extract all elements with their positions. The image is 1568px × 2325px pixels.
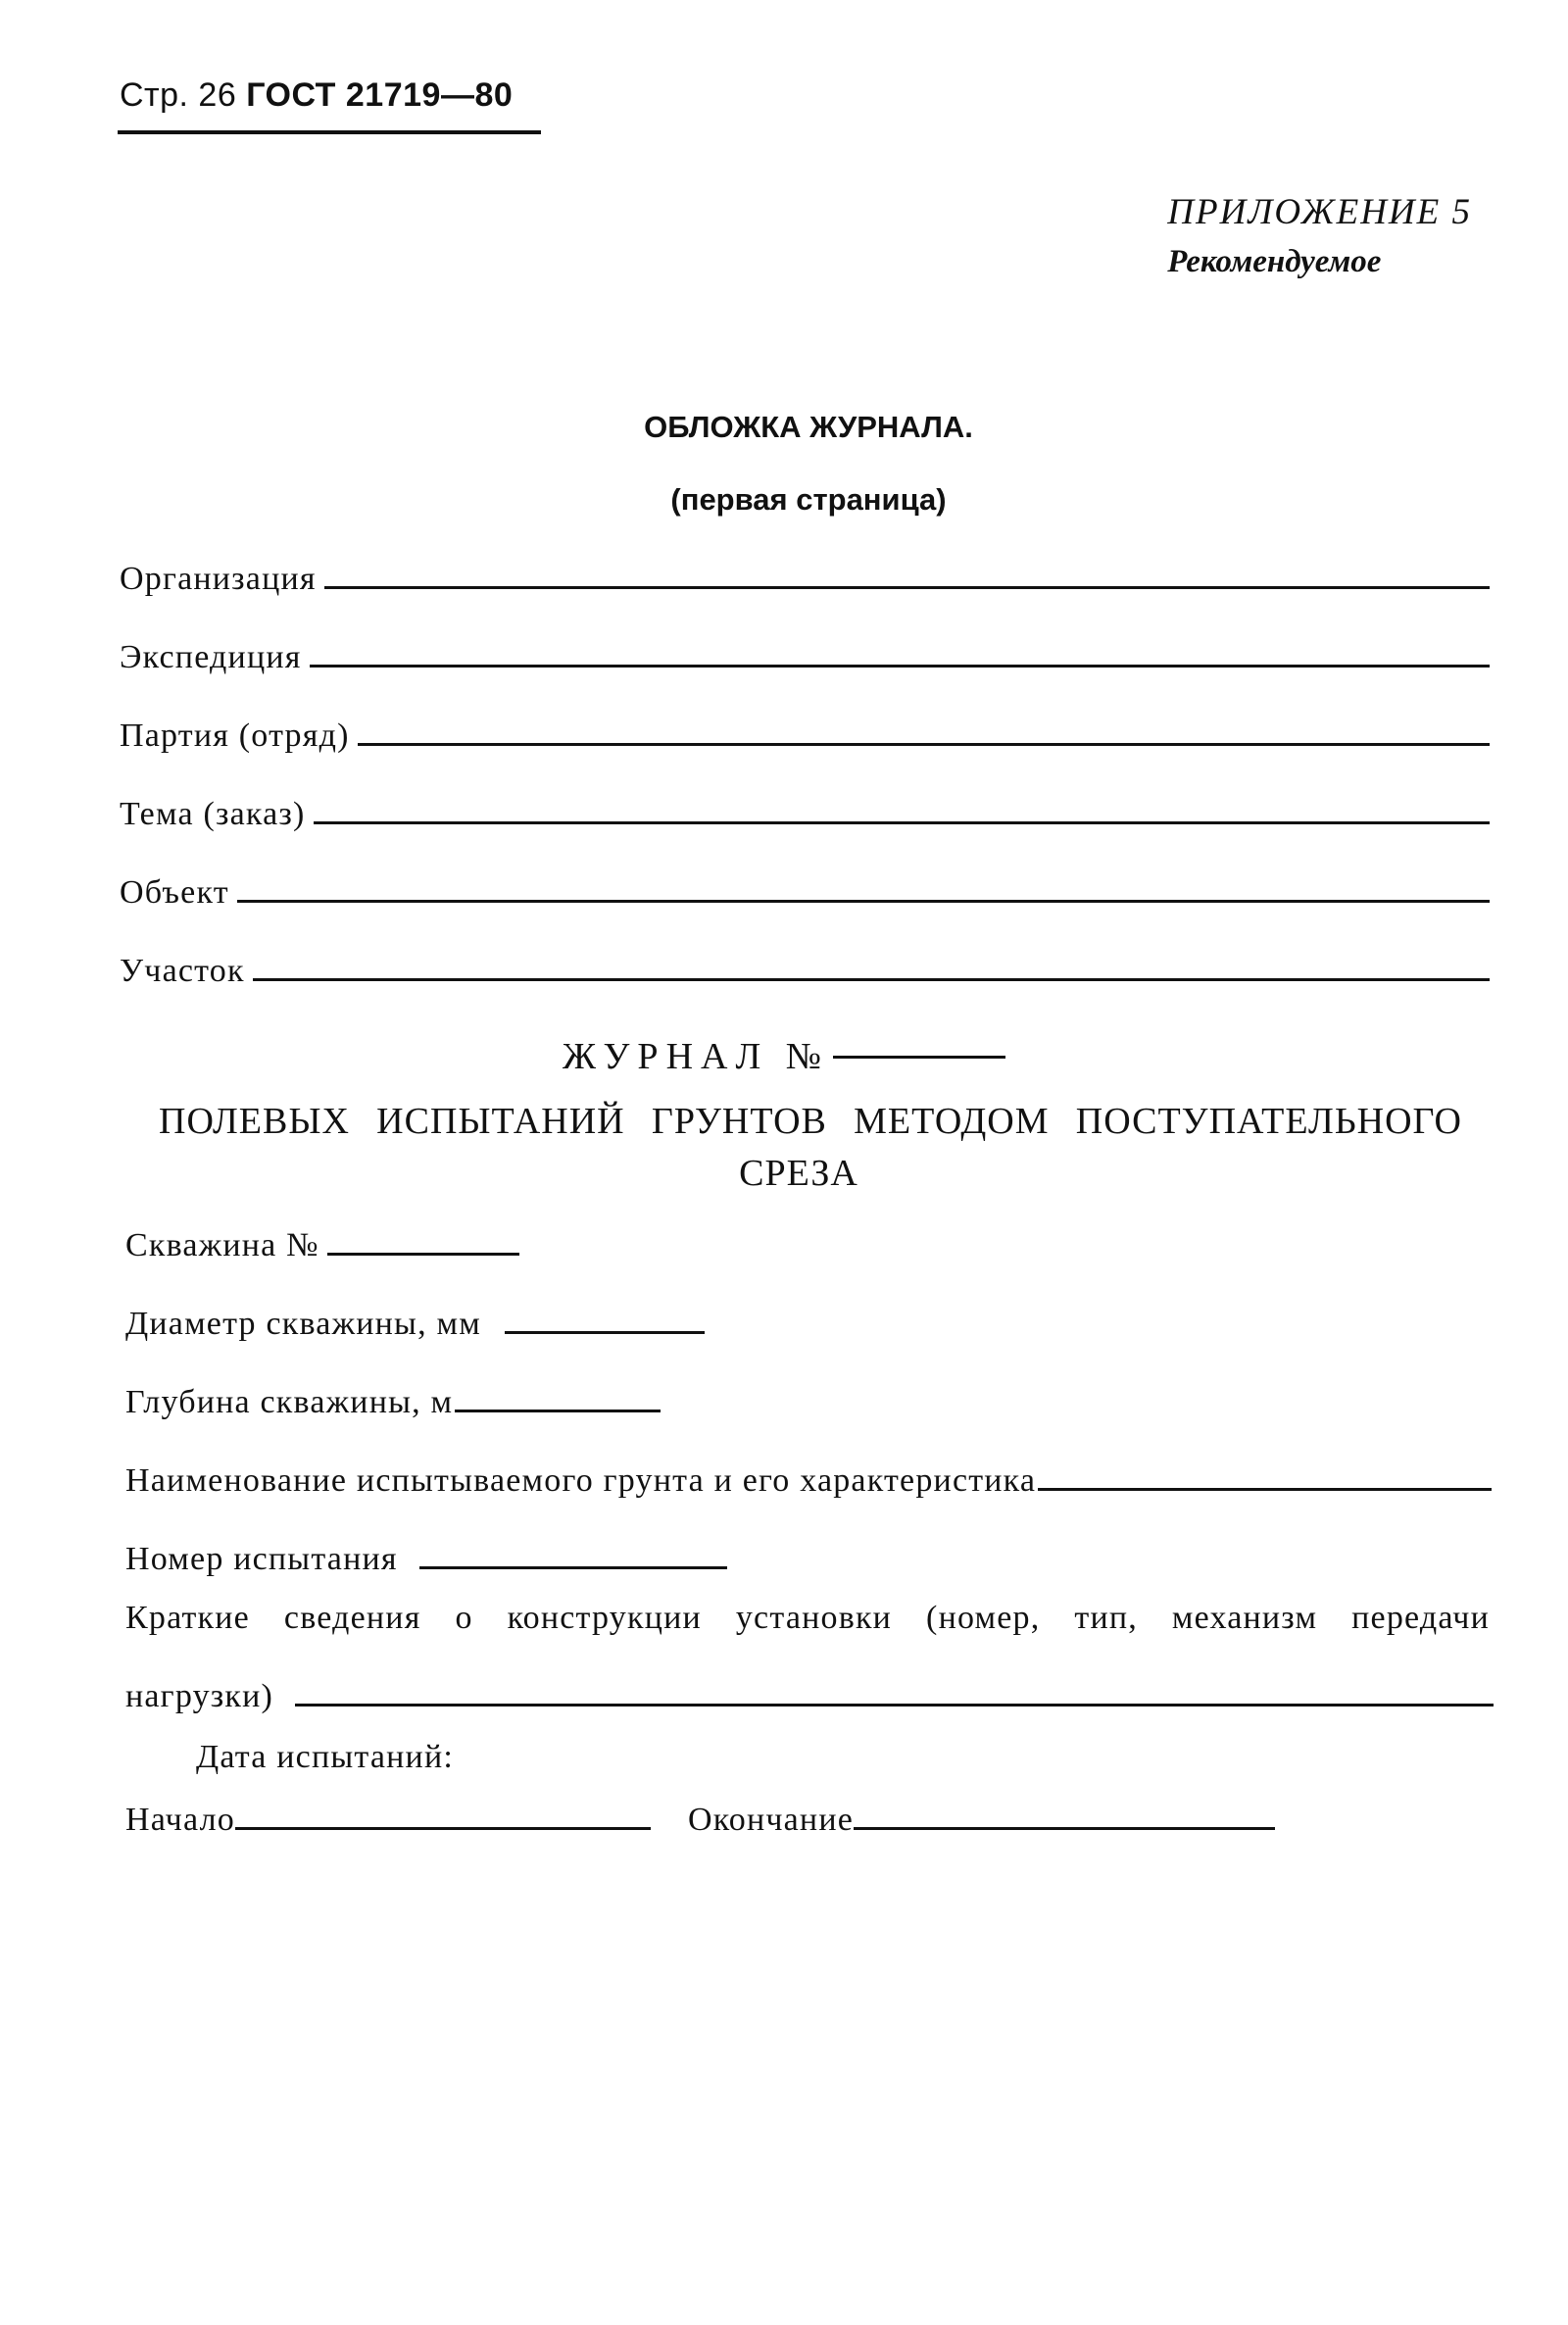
- field-section: [120, 953, 1490, 990]
- fill-line: [237, 900, 1490, 903]
- journal-number-line: [833, 1056, 1005, 1059]
- field-test-number: [125, 1541, 727, 1578]
- field-label: Экспедиция: [120, 639, 302, 675]
- cover-subtitle: (первая страница): [670, 482, 947, 517]
- field-label: Глубина скважины, м: [125, 1384, 454, 1420]
- field-object: [120, 874, 1490, 912]
- fill-line: [358, 743, 1490, 746]
- field-label: Диаметр скважины, мм: [125, 1306, 481, 1342]
- journal-subtitle-line2: СРЕЗА: [739, 1153, 858, 1194]
- field-label: Номер испытания: [125, 1541, 398, 1577]
- field-soil-name: [125, 1462, 1492, 1500]
- field-expedition: [120, 639, 1490, 676]
- field-party: [120, 717, 1490, 755]
- header-rule: [118, 130, 541, 134]
- field-label: Окончание: [688, 1802, 855, 1838]
- test-dates-heading: [196, 1739, 454, 1776]
- appendix-status: Рекомендуемое: [1167, 244, 1382, 279]
- field-label: нагрузки): [125, 1678, 274, 1714]
- field-theme: [120, 796, 1490, 833]
- field-label: Организация: [120, 561, 317, 597]
- fill-line: [505, 1331, 705, 1334]
- fill-line: [419, 1566, 727, 1569]
- field-borehole: [125, 1227, 519, 1264]
- page-number: Стр. 26: [120, 76, 237, 114]
- journal-label: ЖУРНАЛ №: [563, 1036, 829, 1077]
- standard-number: ГОСТ 21719—80: [246, 76, 514, 114]
- cover-title: ОБЛОЖКА ЖУРНАЛА.: [644, 410, 973, 444]
- fill-line: [455, 1410, 661, 1412]
- setup-description-line1: Краткие сведения о конструкции установки (номер, тип, механизм передачи: [125, 1600, 1490, 1636]
- journal-title: [0, 1035, 1568, 1078]
- field-end: [688, 1802, 1275, 1839]
- field-label: Скважина №: [125, 1227, 319, 1263]
- fill-line: [854, 1827, 1275, 1830]
- field-depth: [125, 1384, 661, 1421]
- appendix-title: ПРИЛОЖЕНИЕ 5: [1167, 192, 1472, 232]
- fill-line: [253, 978, 1490, 981]
- fill-line: [327, 1253, 519, 1256]
- field-label: Объект: [120, 874, 229, 911]
- journal-subtitle-line1: ПОЛЕВЫХ ИСПЫТАНИЙ ГРУНТОВ МЕТОДОМ ПОСТУПАТЕЛЬНОГО: [159, 1101, 1462, 1142]
- fill-line: [235, 1827, 651, 1830]
- fill-line: [1038, 1488, 1492, 1491]
- fill-line: [324, 586, 1490, 589]
- field-label: Наименование испытываемого грунта и его характеристика: [125, 1462, 1037, 1499]
- field-label: Участок: [120, 953, 245, 989]
- field-setup-load: [125, 1678, 1494, 1715]
- field-label: Начало: [125, 1802, 235, 1838]
- field-label: Дата испытаний:: [196, 1739, 454, 1775]
- field-start: [125, 1802, 651, 1839]
- field-label: Тема (заказ): [120, 796, 306, 832]
- fill-line: [310, 665, 1490, 668]
- field-organization: [120, 561, 1490, 598]
- field-diameter: [125, 1306, 705, 1343]
- fill-line: [295, 1704, 1494, 1707]
- page-header: [120, 76, 513, 115]
- fill-line: [314, 821, 1490, 824]
- appendix-block: [1167, 188, 1472, 286]
- field-label: Партия (отряд): [120, 717, 350, 754]
